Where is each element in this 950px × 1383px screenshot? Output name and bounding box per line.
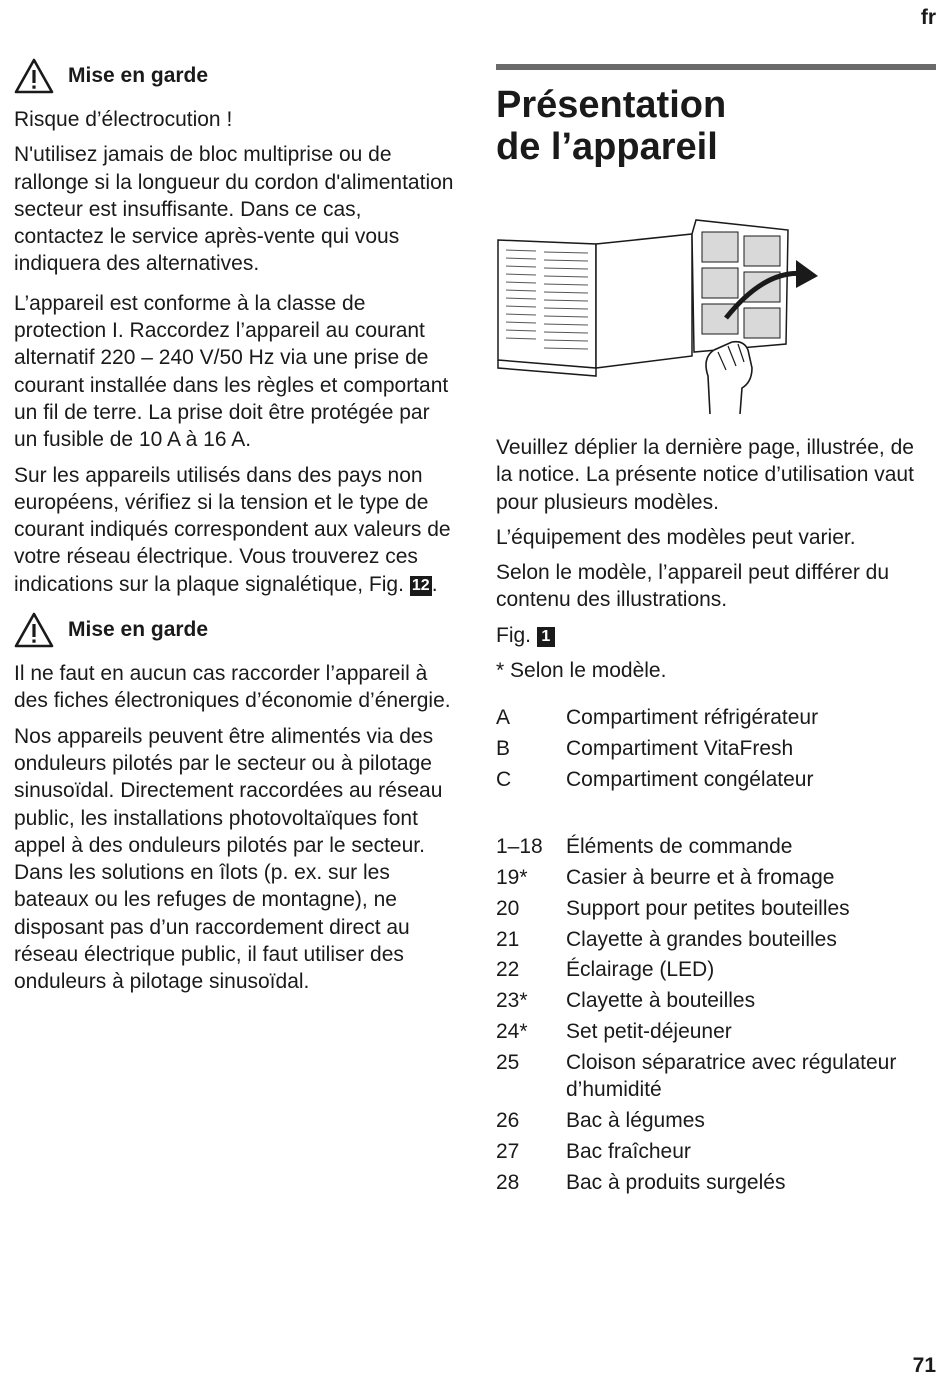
list-item: Compartiment congélateur (566, 767, 814, 791)
warning-triangle-icon (14, 58, 54, 94)
list-item: Compartiment réfrigérateur (566, 706, 819, 730)
list-item: Set petit-déjeuner (566, 1020, 732, 1044)
protection-class-text: L’appareil est conforme à la classe de protection I. Raccordez l’appareil au courant alternatif 220 – 240 V/50 Hz via une prise de courant installée dans les règles et comportant un fil de terre. La prise doit être protégée par un fusible de 10 A à 16 A. (14, 291, 449, 452)
list-item: Support pour petites bouteilles (566, 896, 850, 920)
list-key: 21 (496, 927, 520, 951)
list-key: 27 (496, 1139, 520, 1163)
list-item: Clayette à grandes bouteilles (566, 927, 837, 951)
non-european-text-end: . (431, 572, 438, 596)
warning-text-energy-plugs: Il ne faut en aucun cas raccorder l’appareil à des fiches électroniques d’économie d’énergie. (14, 662, 451, 713)
list-item: Casier à beurre et à fromage (566, 866, 835, 890)
list-item: Cloison séparatrice avec régulateur d’humidité (566, 1050, 897, 1102)
section-title-line2: de l’appareil (496, 126, 718, 168)
list-key: 28 (496, 1170, 520, 1194)
list-item: Éléments de commande (566, 835, 793, 859)
warning-triangle-icon (14, 612, 54, 648)
language-code: fr (920, 6, 936, 29)
intro-text: Veuillez déplier la dernière page, illustrée, de la notice. La présente notice d’utilisation vaut pour plusieurs modèles. (496, 436, 914, 514)
warning-title: Mise en garde (68, 64, 209, 87)
section-title-line1: Présentation (496, 84, 727, 126)
equipment-text: L’équipement des modèles peut varier. (496, 525, 856, 549)
figure-ref-1: 1 (537, 627, 555, 647)
warning-title: Mise en garde (68, 618, 209, 642)
figure-reference (496, 622, 936, 649)
list-key: 22 (496, 958, 520, 982)
non-european-text-body: Sur les appareils utilisés dans des pays non européens, vérifiez si la tension et le type de courant indiqués correspondent aux valeurs de votre réseau électrique. Vous trouverez ces indications sur la plaque signalétique, Fig. (14, 463, 451, 596)
list-item: Bac fraîcheur (566, 1139, 691, 1163)
right-column (496, 64, 936, 1196)
list-item: Éclairage (LED) (566, 958, 715, 982)
list-item: Compartiment VitaFresh (566, 737, 794, 761)
list-key: 25 (496, 1050, 520, 1074)
warning-text-risk: Risque d’électrocution ! (14, 108, 233, 131)
list-key: B (496, 737, 511, 761)
model-note: * Selon le modèle. (496, 659, 667, 683)
list-key: 19* (496, 866, 528, 890)
figure-ref-12: 12 (410, 576, 432, 596)
section-title (496, 84, 936, 168)
list-key: C (496, 767, 512, 791)
warning-heading (14, 56, 454, 96)
warning-text-inverters: Nos appareils peuvent être alimentés via des onduleurs pilotés par le secteur ou à pilotage sinusoïdal. Directement raccordées au réseau public, les installations photovoltaïques font appel à des onduleurs pilotés par le secteur. Dans les solutions en îlots (p. ex. sur les bateaux ou les refuges de montagne), ne disposant pas d’un raccordement direct au réseau électrique public, il faut utiliser des onduleurs à pilotage sinusoïdal. (14, 724, 443, 994)
section-rule (496, 64, 936, 70)
page-number: 71 (912, 1354, 936, 1377)
list-item: Bac à légumes (566, 1108, 705, 1132)
list-key: 24* (496, 1020, 528, 1044)
list-item: Bac à produits surgelés (566, 1170, 786, 1194)
list-key: 26 (496, 1108, 520, 1132)
figure-label: Fig. (496, 623, 532, 647)
warning-heading (14, 610, 454, 650)
list-key: 20 (496, 896, 520, 920)
unfold-page-illustration (496, 218, 826, 418)
model-difference-text: Selon le modèle, l’appareil peut différer du contenu des illustrations. (496, 561, 890, 612)
left-column (14, 56, 454, 1004)
non-european-text (14, 462, 454, 598)
compartment-list (496, 704, 936, 793)
parts-list (496, 833, 936, 1196)
warning-text-extension: N'utilisez jamais de bloc multiprise ou de rallonge si la longueur du cordon d'alimentation secteur est insuffisante. Dans ce cas, contactez le service après-vente qui vous indiquera des alternatives. (14, 143, 454, 276)
list-key: A (496, 706, 511, 730)
list-item: Clayette à bouteilles (566, 989, 756, 1013)
list-key: 23* (496, 989, 528, 1013)
list-key: 1–18 (496, 835, 543, 859)
